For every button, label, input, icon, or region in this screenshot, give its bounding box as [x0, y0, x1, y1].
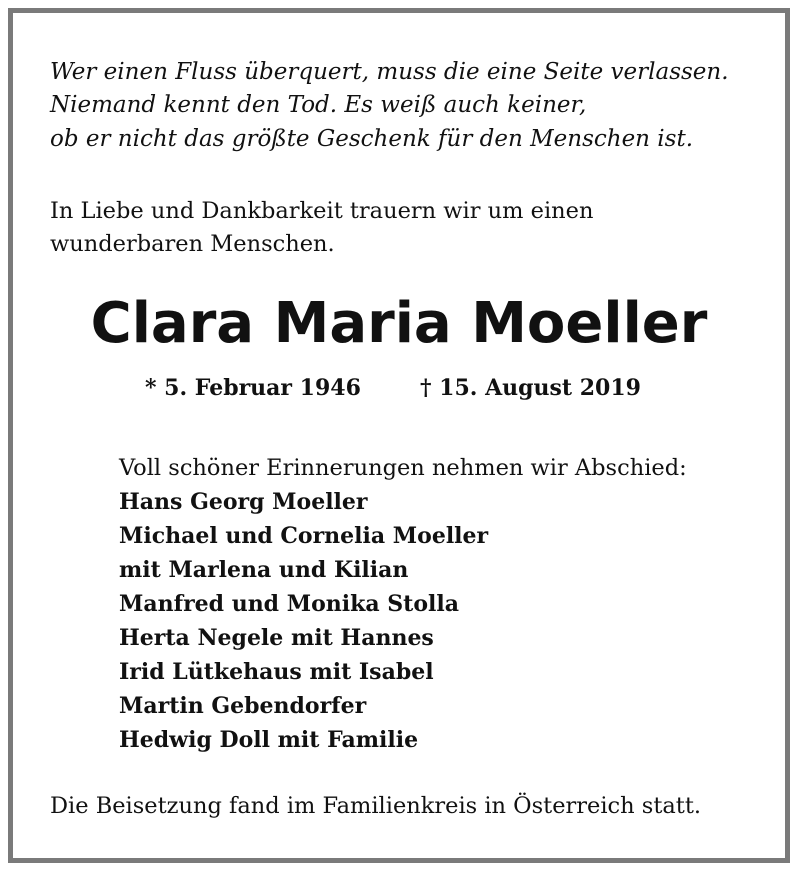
quote-line-1: Wer einen Fluss überquert, muss die eine Seite verlassen.: [50, 59, 729, 85]
birth-date: * 5. Februar 1946: [145, 375, 361, 401]
mourner-name: Hedwig Doll mit Familie: [119, 727, 419, 753]
intro-line-1: In Liebe und Dankbarkeit trauern wir um einen: [50, 198, 594, 224]
mourner-name: Manfred und Monika Stolla: [119, 591, 459, 617]
burial-note: Die Beisetzung fand im Familienkreis in Österreich statt.: [50, 793, 702, 819]
mourner-name: Hans Georg Moeller: [119, 489, 368, 515]
quote-line-3: ob er nicht das größte Geschenk für den Menschen ist.: [50, 126, 694, 152]
intro-line-2: wunderbaren Menschen.: [50, 231, 335, 257]
mourner-name: mit Marlena und Kilian: [119, 557, 409, 583]
mourner-name: Martin Gebendorfer: [119, 693, 367, 719]
mourner-name: Michael und Cornelia Moeller: [119, 523, 489, 549]
obituary-frame: [8, 8, 790, 863]
mourners-heading: Voll schöner Erinnerungen nehmen wir Abschied:: [119, 455, 687, 481]
mourner-name: Herta Negele mit Hannes: [119, 625, 434, 651]
death-date: † 15. August 2019: [420, 375, 641, 401]
deceased-name: Clara Maria Moeller: [90, 291, 708, 356]
quote-line-2: Niemand kennt den Tod. Es weiß auch keiner,: [50, 92, 587, 118]
mourner-name: Irid Lütkehaus mit Isabel: [119, 659, 434, 685]
